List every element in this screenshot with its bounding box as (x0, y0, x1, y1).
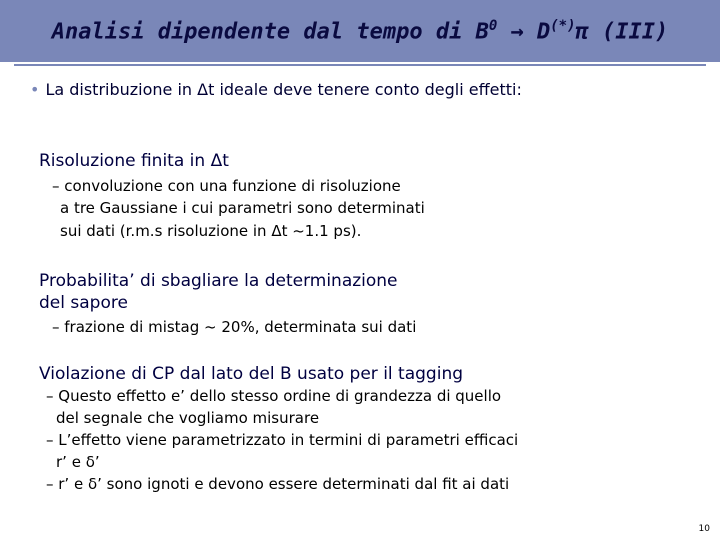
section1-line-2: a tre Gaussiane i cui parametri sono determinati (60, 199, 425, 217)
section-heading-cp-violation: Violazione di CP dal lato del B usato per il tagging (39, 364, 464, 384)
section-heading-resolution: Risoluzione finita in Δt (39, 151, 229, 171)
section1-line-1: – convoluzione con una funzione di risoluzione (52, 177, 401, 195)
intro-bullet (30, 80, 522, 99)
section3-line-4: r’ e δ’ (56, 453, 100, 471)
section2-line-1: – frazione di mistag ~ 20%, determinata sui dati (52, 318, 417, 336)
section-heading-mistag-1: Probabilita’ di sbagliare la determinazione (39, 271, 398, 291)
section3-line-5: – r’ e δ’ sono ignoti e devono essere determinati dal fit ai dati (46, 475, 510, 493)
section-heading-mistag-2: del sapore (39, 293, 128, 313)
section3-line-2: del segnale che vogliamo misurare (56, 409, 320, 427)
title-divider (14, 64, 706, 66)
slide-title: Analisi dipendente dal tempo di $B^0 \to D^{(*)}\pi$ (III) (51, 17, 669, 45)
section1-line-3: sui dati (r.m.s risoluzione in Δt ~1.1 ps). (60, 222, 362, 240)
intro-bullet-text: La distribuzione in Δt ideale deve tenere conto degli effetti: (45, 80, 522, 99)
page-number: 10 (698, 524, 710, 534)
section3-line-1: – Questo effetto e’ dello stesso ordine di grandezza di quello (46, 387, 502, 405)
title-bar (0, 0, 720, 62)
section3-line-3: – L’effetto viene parametrizzato in termini di parametri efficaci (46, 431, 519, 449)
bullet-dot-icon: • (30, 80, 40, 99)
